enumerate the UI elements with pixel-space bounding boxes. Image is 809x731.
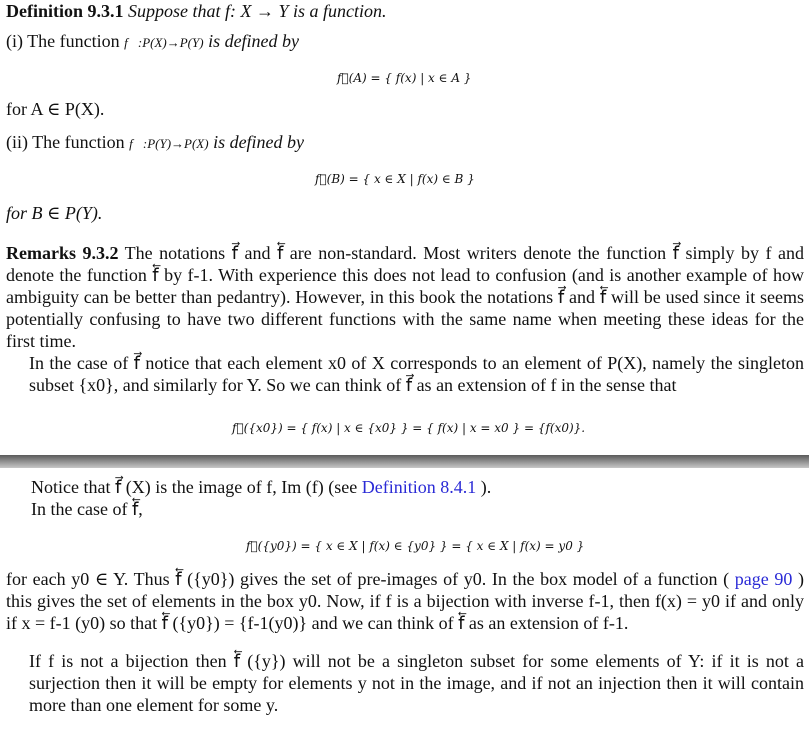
part-i-tail: is defined by [208, 31, 300, 51]
bottom-paragraph-1-text-b: ) this gives the set of elements in the box y0. Now, if f is a bijection with inverse f-1, then f(x) = y0 if and only if x = f-1 (y0) so that f⃖ ({y0}) = {f-1(y0)} and we can think of f⃖ as an extension of f-1. [6, 569, 804, 633]
case-line: In the case of f⃖, [31, 499, 143, 519]
remarks-paragraph-1-text: The notations f⃗ and f⃖ are non-standard. Most writers denote the function f⃗ simply by f and denote the function f⃖ by f-1. With experience this does not lead to confusion (and is another example of how ambiguity can be better than pedantry). However, in this book the notations f⃗ and f⃖ will be used since it seems potentially confusing to have two different functions with the same name when meeting these ideas for the first time. [6, 243, 804, 351]
bottom-paragraph-1 [6, 568, 804, 634]
notice-line [31, 476, 491, 498]
part-ii-lead: (ii) The function [6, 132, 125, 152]
definition-intro: Suppose that f: X → Y is a function. [128, 1, 387, 21]
remarks-paragraph-1 [6, 242, 804, 352]
part-ii-tail: is defined by [213, 132, 305, 152]
definition-heading-line [6, 0, 387, 22]
notice-end: ). [480, 477, 492, 497]
part-i-line [6, 30, 299, 54]
bottom-paragraph-1-text-a: for each y0 ∈ Y. Thus f⃖ ({y0}) gives the set of pre-images of y0. In the box model of a function ( [6, 569, 730, 589]
page-separator [0, 455, 809, 468]
part-i-map: f⃗:P(X)→P(Y) [124, 35, 204, 50]
page-90-link[interactable]: page 90 [734, 569, 793, 589]
page-bottom [0, 468, 809, 731]
for-a-line: for A ∈ P(X). [6, 99, 105, 119]
notice-text: Notice that f⃗ (X) is the image of f, Im (f) (see [31, 477, 358, 497]
equation-inverse-image: f⃖(B) = { x ∈ X | f(x) ∈ B } [315, 172, 475, 186]
definition-label: Definition 9.3.1 [6, 1, 124, 21]
equation-preimage: f⃖({y0}) = { x ∈ X | f(x) ∈ {y0} } = { x ∈ X | f(x) = y0 } [246, 539, 585, 553]
part-ii-line [6, 131, 304, 155]
definition-8-4-1-link[interactable]: Definition 8.4.1 [361, 477, 477, 497]
equation-forward-image: f⃗(A) = { f(x) | x ∈ A } [337, 71, 472, 85]
part-ii-map: f⃖:P(Y)→P(X) [129, 136, 209, 151]
remarks-paragraph-2: In the case of f⃗ notice that each element x0 of X corresponds to an element of P(X), namely the singleton subset {x0}, and similarly for Y. So we can think of f⃗ as an extension of f in the sense that [29, 353, 804, 395]
for-b-line: for B ∈ P(Y). [6, 203, 103, 223]
part-i-lead: (i) The function [6, 31, 120, 51]
remarks-label: Remarks 9.3.2 [6, 243, 119, 263]
equation-singleton-image: f⃗({x0}) = { f(x) | x ∈ {x0} } = { f(x) | x = x0 } = {f(x0)}. [232, 421, 586, 435]
bottom-paragraph-2: If f is not a bijection then f⃖ ({y}) will not be a singleton subset for some elements of Y: if it is not a surjection then it will be empty for elements y not in the image, and if not an injection then it will contain more than one element for some y. [29, 651, 804, 715]
